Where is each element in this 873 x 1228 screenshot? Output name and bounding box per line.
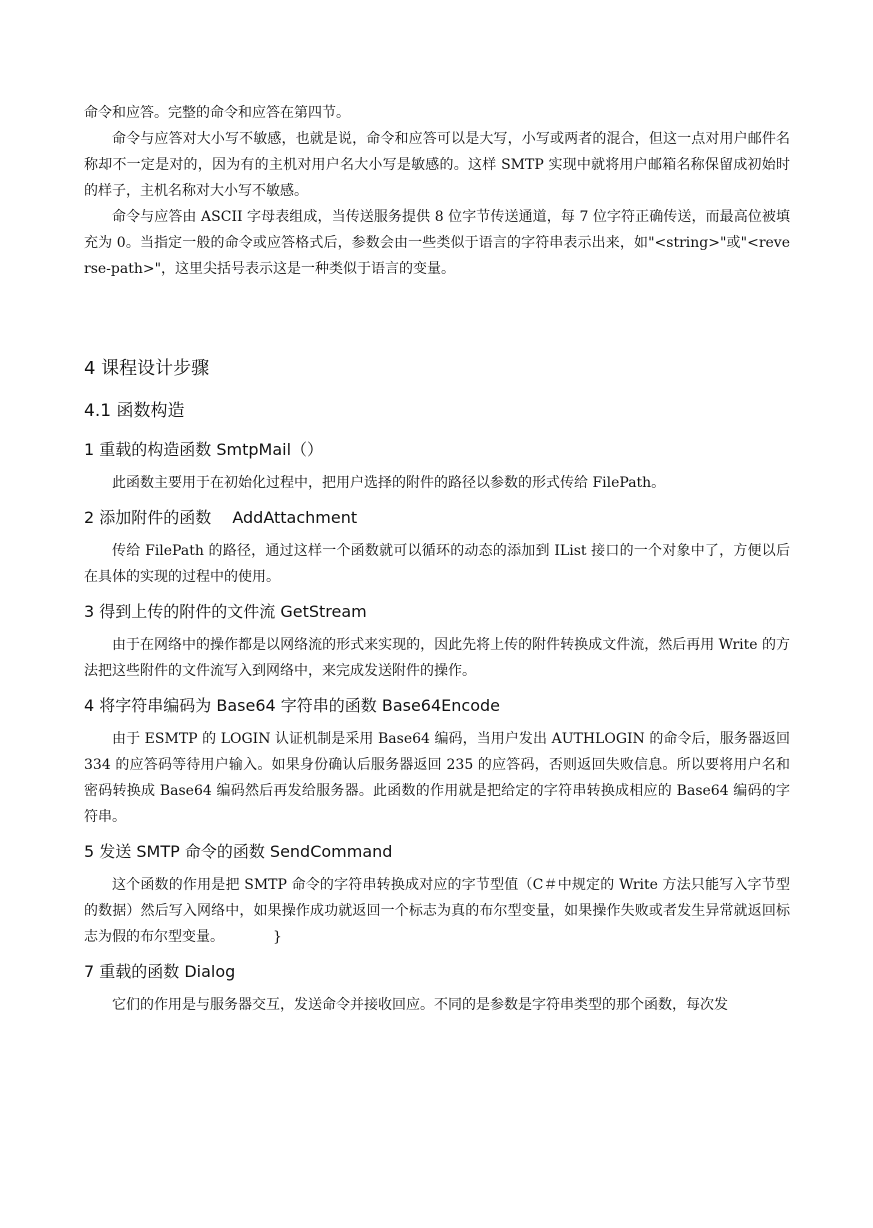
function-description: 传给 FilePath 的路径，通过这样一个函数就可以循环的动态的添加到 IList 接口的一个对象中了，方便以后在具体的实现的过程中的使用。 — [84, 543, 790, 585]
function-section-4 — [84, 694, 790, 830]
function-heading: 1 重载的构造函数 SmtpMail（） — [84, 440, 324, 459]
function-heading: 5 发送 SMTP 命令的函数 SendCommand — [84, 842, 393, 861]
function-heading: 7 重载的函数 Dialog — [84, 962, 236, 981]
function-heading: 2 添加附件的函数 AddAttachment — [84, 508, 358, 527]
intro-paragraph-ascii: 命令与应答由 ASCII 字母表组成，当传送服务提供 8 位字节传送通道，每 7 位字符正确传送，而最高位被填充为 0。当指定一般的命令或应答格式后，参数会由一些类似于语言的字符串表示出来，如"<string>"或"<reverse-path>"，这里尖括号表示这是一种类似于语言的变量。 — [84, 209, 790, 277]
section-heading: 4.1 函数构造 — [84, 401, 185, 421]
function-description: 这个函数的作用是把 SMTP 命令的字符串转换成对应的字节型值（C＃中规定的 Write 方法只能写入字节型的数据）然后写入网络中，如果操作成功就返回一个标志为真的布尔型变量，如果操作失败或者发生异常就返回标志为假的布尔型变量。 } — [84, 877, 790, 945]
function-section-3 — [84, 600, 790, 684]
function-section-1 — [84, 438, 790, 496]
page-content — [84, 100, 790, 1018]
function-description: 由于在网络中的操作都是以网络流的形式来实现的，因此先将上传的附件转换成文件流，然后再用 Write 的方法把这些附件的文件流写入到网络中，来完成发送附件的操作。 — [84, 637, 790, 679]
chapter-heading: 4 课程设计步骤 — [84, 358, 210, 379]
function-heading: 4 将字符串编码为 Base64 字符串的函数 Base64Encode — [84, 696, 501, 715]
spacer — [84, 282, 790, 356]
function-section-5 — [84, 840, 790, 950]
intro-paragraph-case: 命令与应答对大小写不敏感，也就是说，命令和应答可以是大写，小写或两者的混合，但这一点对用户邮件名称却不一定是对的，因为有的主机对用户名大小写是敏感的。这样 SMTP 实现中就将用户邮箱名称保留成初始时的样子，主机名称对大小写不敏感。 — [84, 131, 790, 199]
function-section-2 — [84, 506, 790, 590]
function-heading: 3 得到上传的附件的文件流 GetStream — [84, 602, 367, 621]
function-section-7 — [84, 960, 790, 1018]
function-description: 由于 ESMTP 的 LOGIN 认证机制是采用 Base64 编码，当用户发出 AUTHLOGIN 的命令后，服务器返回 334 的应答码等待用户输入。如果身份确认后服务器返回 235 的应答码，否则返回失败信息。所以要将用户名和密码转换成 Base64 编码然后再发给服务器。此函数的作用就是把给定的字符串转换成相应的 Base64 编码的字符串。 — [84, 731, 790, 825]
function-description: 它们的作用是与服务器交互，发送命令并接收回应。不同的是参数是字符串类型的那个函数，每次发 — [112, 997, 728, 1013]
function-description: 此函数主要用于在初始化过程中，把用户选择的附件的路径以参数的形式传给 FilePath。 — [112, 475, 666, 491]
intro-paragraph-continued: 命令和应答。完整的命令和应答在第四节。 — [84, 105, 350, 121]
